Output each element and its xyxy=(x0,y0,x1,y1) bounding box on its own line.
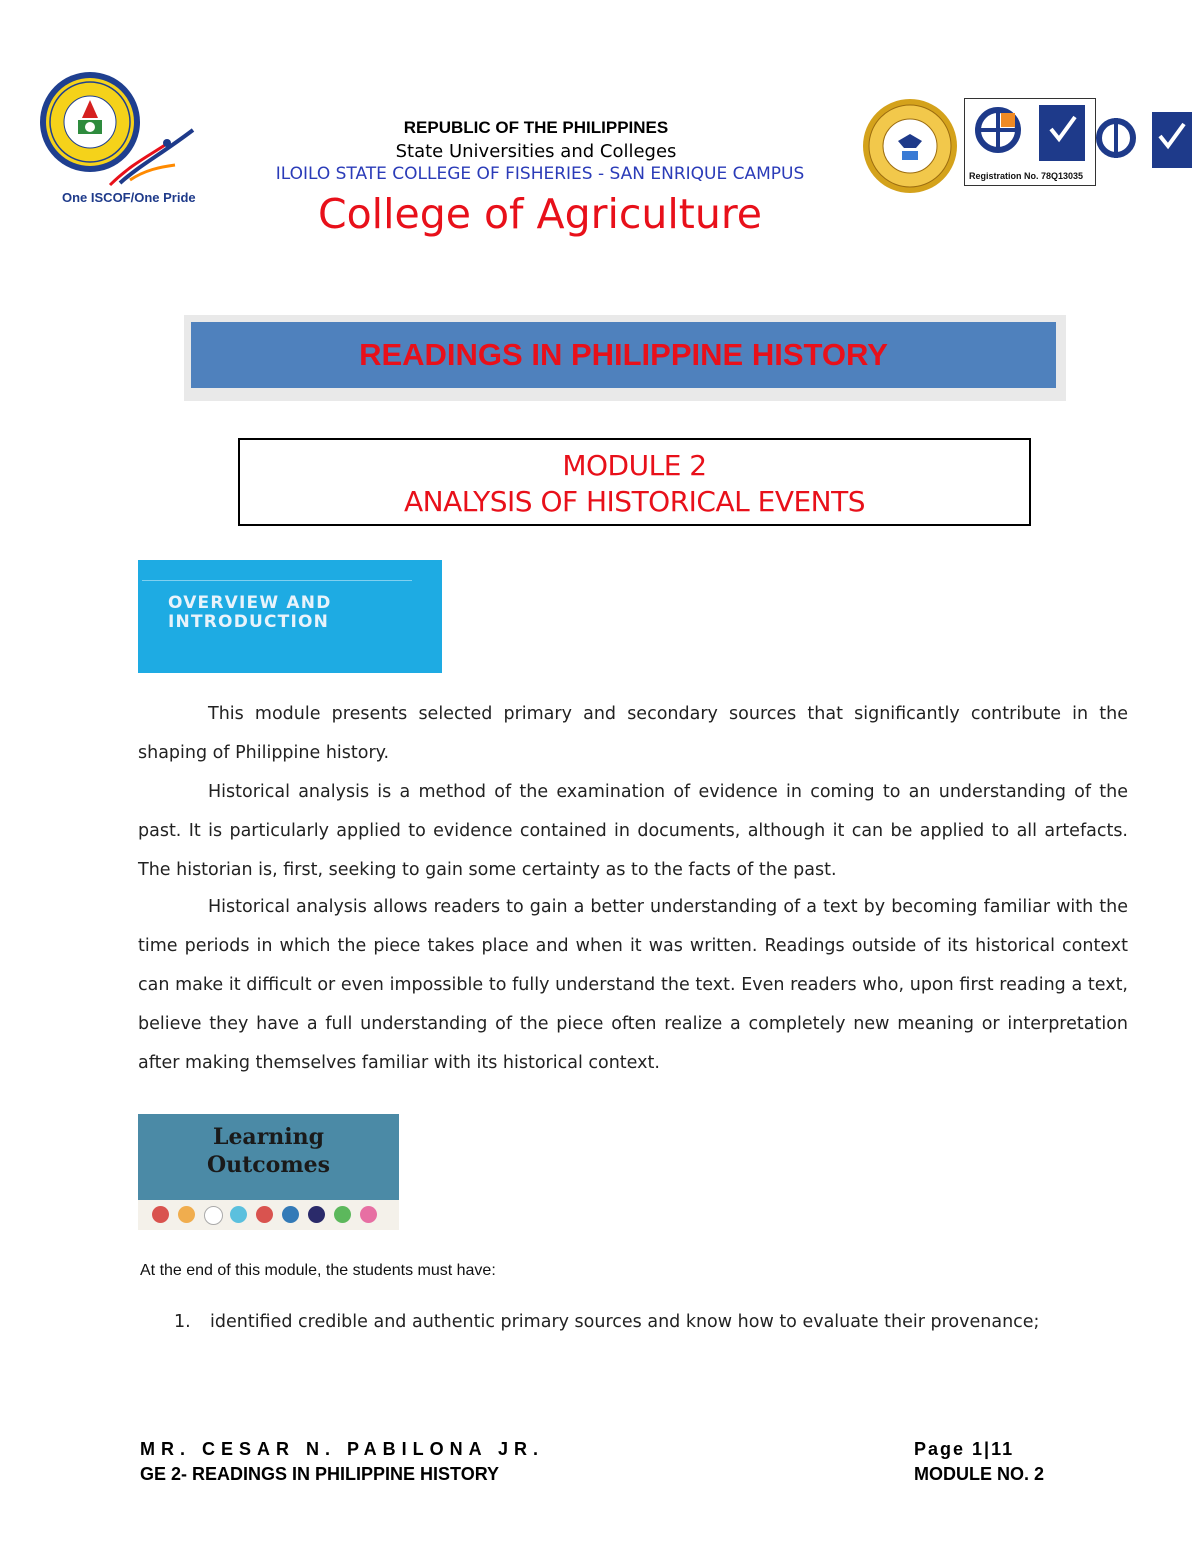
footer-module-number: MODULE NO. 2 xyxy=(914,1464,1045,1484)
list-item: 1. identified credible and authentic primary sources and know how to evaluate their provenance; xyxy=(174,1312,1040,1332)
learning-outcomes-image xyxy=(138,1114,399,1230)
module-number: MODULE 2 xyxy=(562,449,707,482)
tagline: One ISCOF/One Pride xyxy=(62,190,196,205)
course-title: READINGS IN PHILIPPINE HISTORY xyxy=(359,337,888,372)
fisheries-gear-seal-icon xyxy=(860,96,960,196)
module-title: ANALYSIS OF HISTORICAL EVENTS xyxy=(404,485,865,518)
lo-line1: Learning xyxy=(212,1124,325,1150)
iso-certification-icon xyxy=(1096,104,1196,196)
paragraph-2: Historical analysis is a method of the examination of evidence in coming to an understanding of the past. It is particularly applied to evidence contained in documents, although it can be applied to all artefacts. The historian is, first, seeking to gain some certainty as to the facts of the past. xyxy=(138,782,1128,880)
footer-page-number: Page 1|11 xyxy=(914,1439,1015,1459)
overview-line2: INTRODUCTION xyxy=(168,612,330,632)
iso-certification-icon xyxy=(964,98,1096,186)
overview-introduction-image xyxy=(138,560,442,673)
college-heading: College of Agriculture xyxy=(317,190,763,238)
republic-heading: REPUBLIC OF THE PHILIPPINES xyxy=(403,118,669,137)
module-title-box xyxy=(238,438,1031,526)
outcomes-intro: At the end of this module, the students must have: xyxy=(140,1262,496,1279)
paragraph-3: Historical analysis allows readers to gain a better understanding of a text by becoming familiar with the time periods in which the piece takes place and when it was written. Readings outside of its historical context can make it difficult or even impossible to fully understand the text. Even readers who, upon first reading a text, believe they have a full understanding of the piece often realize a completely new meaning or interpretation after making themselves familiar with its historical context. xyxy=(138,897,1128,1073)
footer-course: GE 2- READINGS IN PHILIPPINE HISTORY xyxy=(140,1464,500,1484)
overview-line1: OVERVIEW AND xyxy=(168,593,332,613)
swoosh-logo-icon xyxy=(105,125,200,190)
suc-heading: State Universities and Colleges xyxy=(395,141,677,162)
registration-number: Registration No. 78Q13035 xyxy=(969,171,1084,181)
institution-heading: ILOILO STATE COLLEGE OF FISHERIES - SAN ENRIQUE CAMPUS xyxy=(275,164,805,184)
paragraph-1: This module presents selected primary and secondary sources that significantly contribute in the shaping of Philippine history. xyxy=(138,704,1128,763)
course-title-banner xyxy=(191,322,1056,388)
footer-author: MR. CESAR N. PABILONA JR. xyxy=(140,1439,545,1459)
lo-line2: Outcomes xyxy=(206,1152,331,1178)
